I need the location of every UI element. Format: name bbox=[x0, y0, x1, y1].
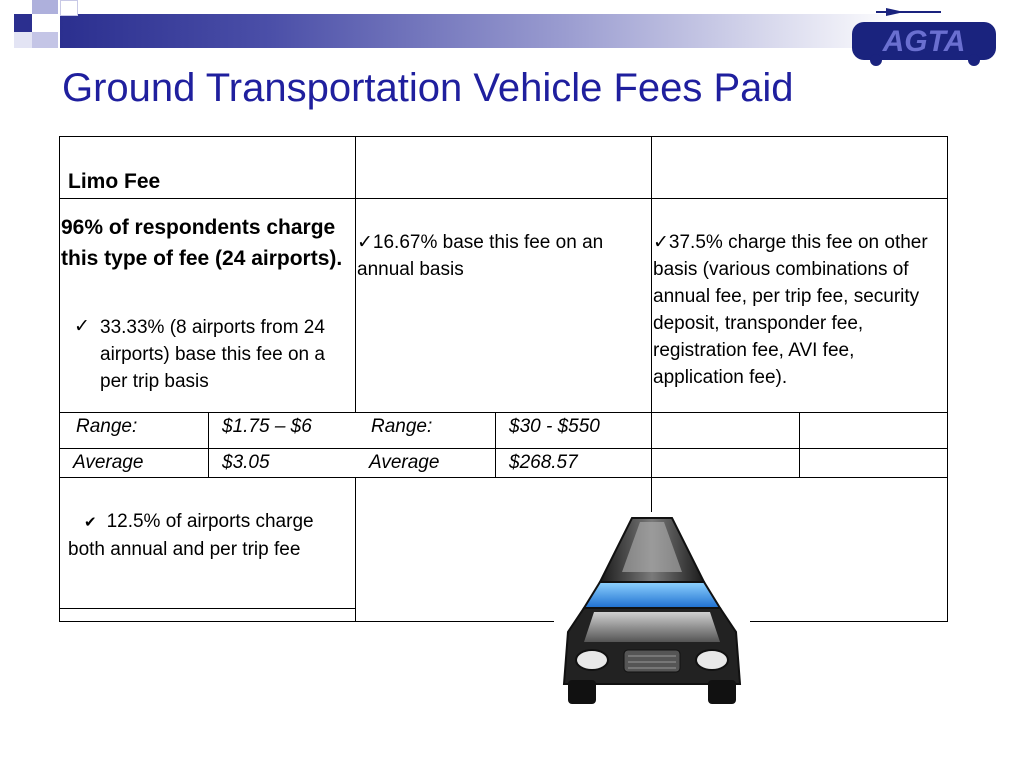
average-value-per-trip: $3.05 bbox=[222, 452, 270, 473]
other-basis-label: 37.5% charge this fee on other basis (various combinations of annual fee, per trip fee, security deposit, transponder fee, registration fee, AVI fee, application fee). bbox=[653, 232, 928, 388]
deco-square bbox=[32, 32, 58, 48]
check-icon: ✓ bbox=[357, 232, 373, 253]
per-trip-bullet: 33.33% (8 airports from 24 airports) base this fee on a per trip basis bbox=[100, 317, 325, 392]
svg-text:AGTA: AGTA bbox=[882, 25, 966, 58]
both-fees-text bbox=[68, 508, 352, 563]
other-basis-text bbox=[653, 229, 947, 391]
limo-car-image bbox=[554, 512, 750, 708]
deco-square bbox=[60, 0, 78, 16]
header-gradient-bar bbox=[60, 14, 900, 48]
check-icon: ✓ bbox=[74, 316, 90, 337]
range-value-annual: $30 - $550 bbox=[509, 416, 600, 437]
page-title: Ground Transportation Vehicle Fees Paid bbox=[62, 66, 794, 110]
average-label-annual: Average bbox=[369, 452, 440, 473]
deco-square bbox=[32, 0, 58, 14]
check-icon: ✔ bbox=[84, 514, 97, 531]
range-value-per-trip: $1.75 – $6 bbox=[222, 416, 312, 437]
range-label-per-trip: Range: bbox=[76, 416, 138, 437]
deco-square bbox=[14, 14, 32, 32]
deco-square bbox=[14, 32, 32, 48]
annual-basis-label: 16.67% base this fee on an annual basis bbox=[357, 232, 604, 280]
table-header-limo-fee: Limo Fee bbox=[68, 170, 161, 193]
annual-basis-text bbox=[357, 229, 651, 283]
respondents-summary: 96% of respondents charge this type of fee (24 airports). bbox=[61, 216, 343, 270]
average-label-per-trip: Average bbox=[73, 452, 144, 473]
agta-logo bbox=[846, 4, 1002, 68]
range-label-annual: Range: bbox=[371, 416, 433, 437]
average-value-annual: $268.57 bbox=[509, 452, 578, 473]
both-fees-label: 12.5% of airports charge both annual and per trip fee bbox=[68, 511, 314, 560]
check-icon: ✓ bbox=[653, 232, 669, 253]
